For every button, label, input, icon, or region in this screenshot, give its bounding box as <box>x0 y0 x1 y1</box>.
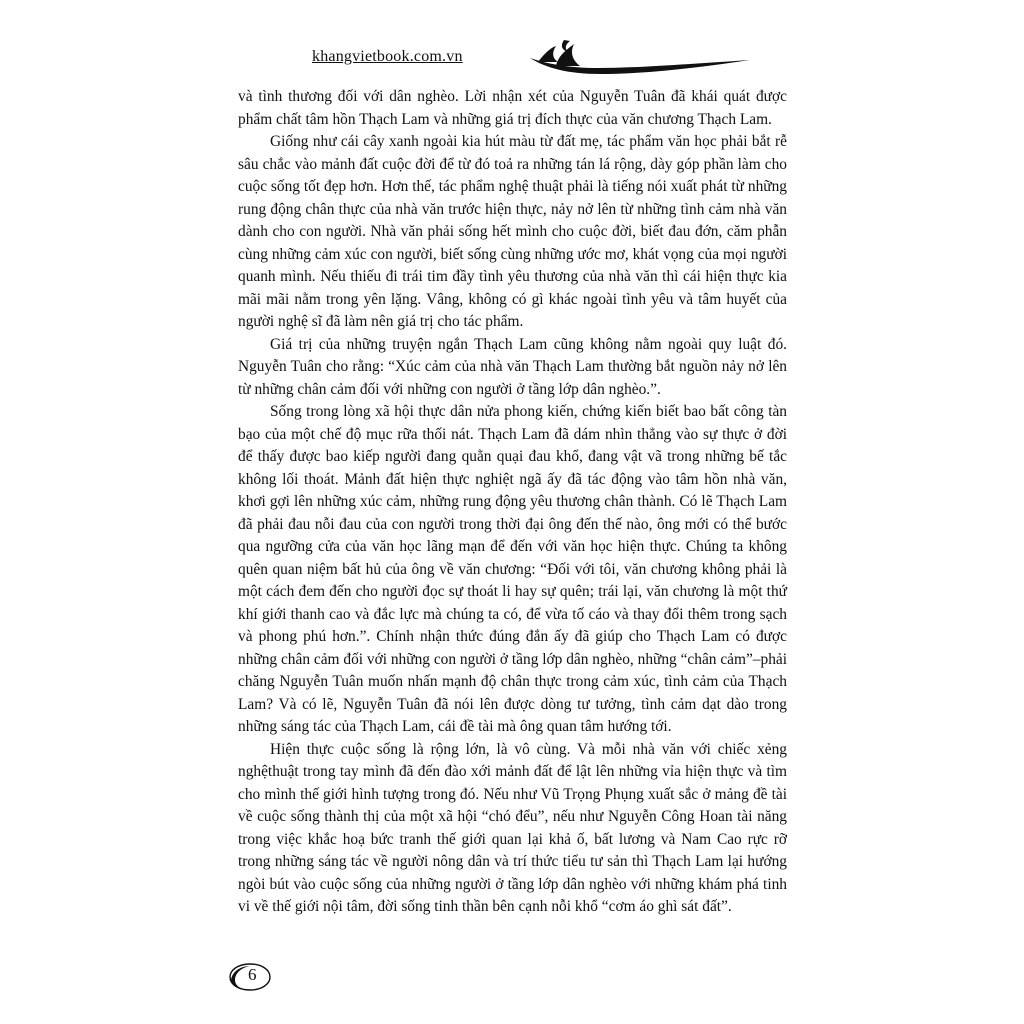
paragraph: Giống như cái cây xanh ngoài kia hút màu từ đất mẹ, tác phẩm văn học phải bắt rễ sâu chắc vào mảnh đất cuộc đời để từ đó toả ra những tán lá rộng, dày góp phần làm cho cuộc sống tốt đẹp hơn. Hơn thế, tác phẩm nghệ thuật phải là tiếng nói xuất phát từ những rung động chân thực của nhà văn trước hiện thực, nảy nở lên từ những tình cảm nhà văn dành cho con người. Nhà văn phải sống hết mình cho cuộc đời, biết đau đớn, căm phẫn cùng những cảm xúc con người, biết sống cùng những ước mơ, khát vọng của mọi người quanh mình. Nếu thiếu đi trái tim đầy tình yêu thương của nhà văn thì cái hiện thực kia mãi mãi nằm trong yên lặng. Vâng, không có gì khác ngoài tình yêu và tâm huyết của người nghệ sĩ đã làm nên giá trị cho tác phẩm. <box>238 133 787 330</box>
paragraph: Giá trị của những truyện ngắn Thạch Lam cũng không nằm ngoài quy luật đó. Nguyễn Tuân cho rằng: “Xúc cảm của nhà văn Thạch Lam thường bắt nguồn nảy nở lên từ những chân cảm đối với những con người ở tầng lớp dân nghèo.”. <box>238 335 787 398</box>
page-number: 6 <box>248 965 257 984</box>
flame-swoosh-icon <box>528 40 754 80</box>
page-body <box>238 86 787 919</box>
page-header <box>0 40 1024 90</box>
paragraph: Hiện thực cuộc sống là rộng lớn, là vô cùng. Và mỗi nhà văn với chiếc xẻng nghệthuật trong tay mình đã đến đào xới mảnh đất để lật lên những vỉa hiện thực và tìm cho mình thế giới hình tượng trong đó. Nếu như Vũ Trọng Phụng xuất sắc ở mảng đề tài về cuộc sống thành thị của một xã hội “chó đểu”, nếu như Nguyễn Công Hoan tài năng trong việc khắc hoạ bức tranh thế giới quan lại khả ố, bất lương và Nam Cao rực rỡ trong những sáng tác về người nông dân và trí thức tiểu tư sản thì Thạch Lam lại hướng ngòi bút vào cuộc sống của những người ở tầng lớp dân nghèo với những khám phá tinh vi về thế giới nội tâm, đời sống tinh thần bên cạnh nỗi khổ “cơm áo ghì sát đất”. <box>238 740 787 915</box>
paragraph: Sống trong lòng xã hội thực dân nửa phong kiến, chứng kiến biết bao bất công tàn bạo của một chế độ mục rữa thối nát. Thạch Lam đã dám nhìn thẳng vào sự thực ở đời để thấy được bao kiếp người đang quằn quại đau khổ, đang vật vã trong những bế tắc không lối thoát. Mảnh đất hiện thực nghiệt ngã ấy đã tác động vào tâm hồn nhà văn, khơi gợi lên những xúc cảm, những rung động yêu thương chân thành. Có lẽ Thạch Lam đã phải đau nỗi đau của con người trong thời đại ông đến thế nào, ông mới có thể bước qua ngưỡng cửa của văn học lãng mạn để đến với văn học hiện thực. Chúng ta không quên quan niệm bất hủ của ông về văn chương: “Đối với tôi, văn chương không phải là một cách đem đến cho người đọc sự thoát li hay sự quên; trái lại, văn chương là một thứ khí giới thanh cao và đắc lực mà chúng ta có, để vừa tố cáo và thay đổi thêm trong sạch và phong phú hơn.”. Chính nhận thức đúng đắn ấy đã giúp cho Thạch Lam có được những chân cảm đối với những con người ở tầng lớp dân nghèo, những “chân cảm”–phải chăng Nguyễn Tuân muốn nhấn mạnh độ chân thực trong cảm xúc, tình cảm của Thạch Lam? Và có lẽ, Nguyễn Tuân đã nói lên được dòng tư tưởng, tình cảm dạt dào trong những sáng tác của Thạch Lam, cái đề tài mà ông quan tâm hướng tới. <box>238 403 787 735</box>
site-url[interactable]: khangvietbook.com.vn <box>312 48 463 65</box>
paragraph: và tình thương đối với dân nghèo. Lời nhận xét của Nguyễn Tuân đã khái quát được phẩm chất tâm hồn Thạch Lam và những giá trị đích thực của văn chương Thạch Lam. <box>238 88 787 128</box>
